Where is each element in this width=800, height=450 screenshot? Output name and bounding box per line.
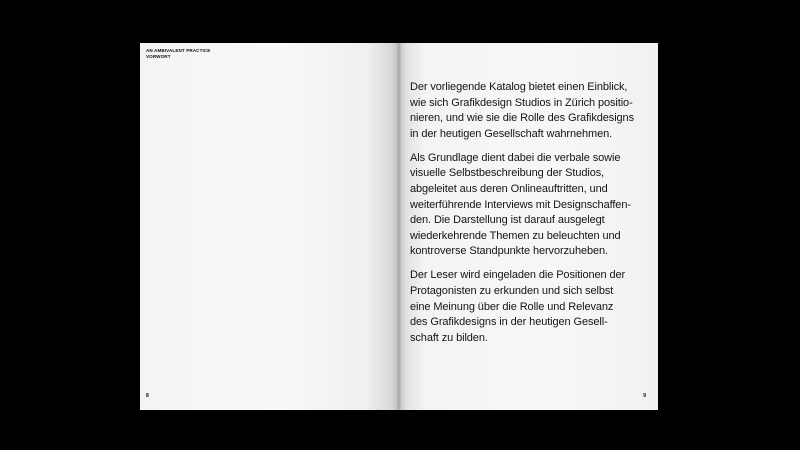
- running-head-section: VORWORT: [146, 53, 171, 59]
- text-line: kontroverse Standpunkte hervorzuheben.: [410, 245, 608, 258]
- text-line: wiederkehrende Themen zu beleuchten und: [410, 229, 621, 242]
- text-line: abgeleitet aus deren Onlineauftritten, und: [410, 182, 608, 195]
- text-line: in der heutigen Gesellschaft wahrnehmen.: [410, 127, 613, 140]
- text-line: visuelle Selbstbeschreibung der Studios,: [410, 167, 605, 180]
- left-page: [140, 43, 399, 410]
- text-line: eine Meinung über die Rolle und Relevanz: [410, 300, 614, 313]
- running-head-title: AN AMBIVALENT PRACTICE: [146, 48, 211, 53]
- text-line: Der Leser wird eingeladen die Positionen der: [410, 269, 626, 282]
- running-head: [146, 48, 210, 59]
- book-gutter: [397, 43, 401, 410]
- text-line: des Grafikdesigns in der heutigen Gesell-: [410, 316, 608, 329]
- text-line: Der vorliegende Katalog bietet einen Einblick,: [410, 81, 628, 93]
- paragraph-2: [410, 151, 650, 260]
- foreword-text: [410, 80, 650, 355]
- text-line: Protagonisten zu erkunden und sich selbst: [410, 284, 614, 297]
- page-number-right: 9: [643, 393, 646, 399]
- paragraph-1: [410, 80, 650, 142]
- open-book-spread: [140, 43, 658, 410]
- text-line: nieren, und wie sie die Rolle des Grafikdesigns: [410, 112, 634, 125]
- text-line: wie sich Grafikdesign Studios in Zürich positio-: [410, 96, 633, 109]
- right-page: [399, 43, 658, 410]
- text-line: weiterführende Interviews mit Designschaffen-: [410, 198, 631, 211]
- text-line: den. Die Darstellung ist darauf ausgelegt: [410, 214, 605, 227]
- paragraph-3: [410, 268, 650, 346]
- text-line: schaft zu bilden.: [410, 331, 488, 344]
- text-line: Als Grundlage dient dabei die verbale sowie: [410, 151, 621, 164]
- page-number-left: 8: [146, 393, 149, 399]
